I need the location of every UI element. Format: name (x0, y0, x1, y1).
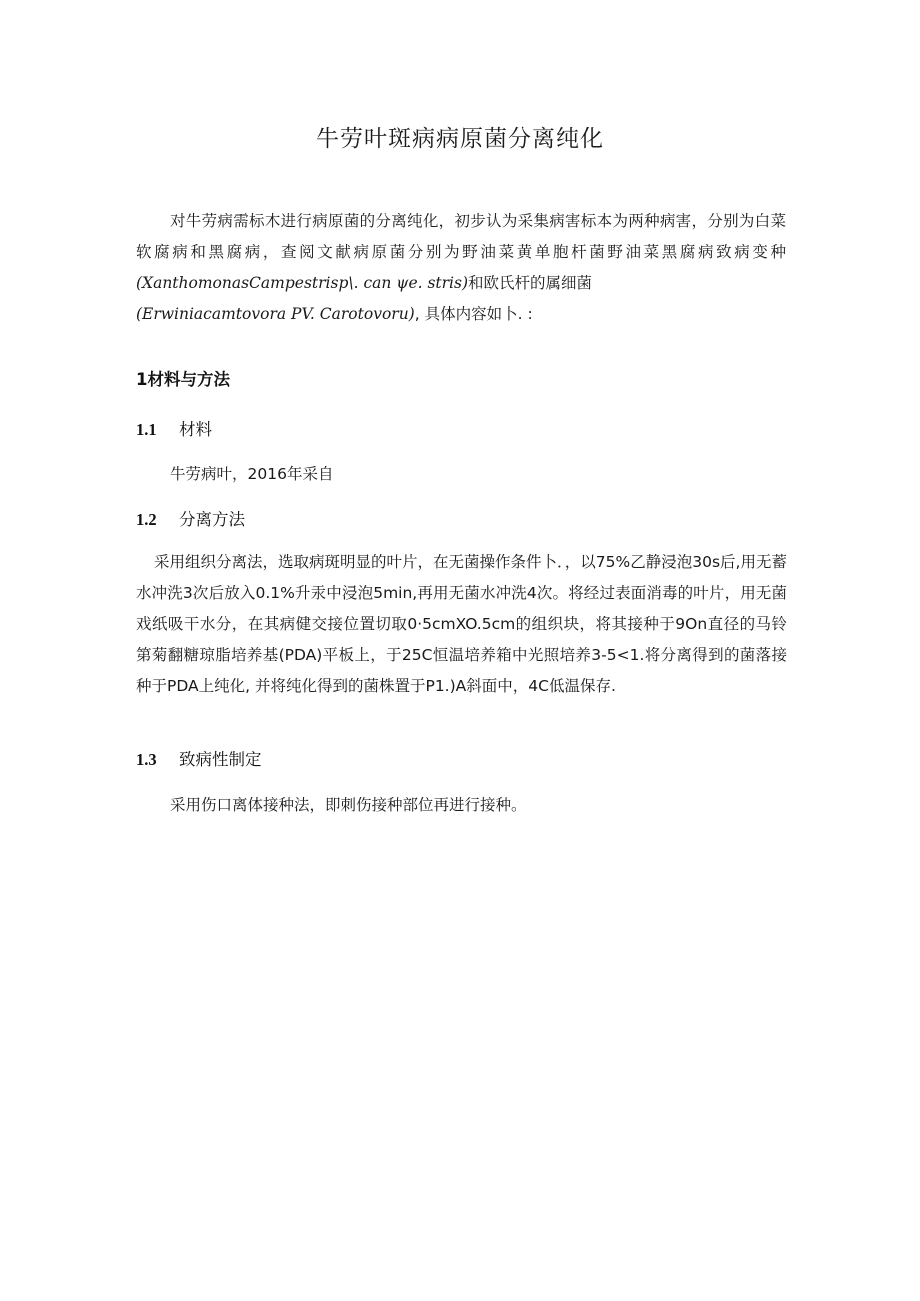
section-1-2-body: 采用组织分离法，选取病斑明显的叶片，在无菌操作条件卜．，以75%乙静浸泡30s后,用无蓄水冲洗3次后放入0.1%升汞中浸泡5min,再用无菌水冲洗4次。将经过表面消毒的叶片，用无菌戏纸吸干水分，在其病健交接位置切取0·5cmXO.5cm的组织块，将其接种于9On直径的马铃第菊翻糖琼脂培养基(PDA)平板上，于25C恒温培养箱中光照培养3-5<1.将分离得到的菌落接种于PDA上纯化, 并将纯化得到的菌株置于P1.)A斜面中，4C低温保存. (136, 553, 787, 695)
section-title: 材料 (179, 420, 212, 439)
section-heading-1: 1材料与方法 (136, 370, 230, 389)
intro-latin-name-b: (Erwiniacamtovora PV. Carotovoru) (136, 305, 415, 323)
section-number: 1.3 (136, 750, 157, 769)
intro-text-b: 和欧氏杆的属细菌 (468, 274, 593, 292)
section-heading-1-1 (136, 416, 212, 440)
section-number: 1.1 (136, 420, 157, 439)
section-1-1-body: 牛劳病叶，2016年采自 (170, 465, 334, 483)
page-title: 牛劳叶斑病病原菌分离纯化 (316, 126, 604, 152)
intro-latin-name-a: (XanthomonasCampestrisp\. can ψe. stris) (136, 274, 469, 292)
section-heading-1-3 (136, 746, 262, 770)
section-title: 分离方法 (179, 510, 245, 529)
section-number: 1.2 (136, 510, 157, 529)
intro-text-c: , 具体内容如卜. : (414, 305, 533, 323)
section-heading-1-2 (136, 506, 245, 530)
intro-text-a: 对牛劳病需标木进行病原菌的分离纯化，初步认为采集病害标本为两种病害，分别为白菜软腐病和黑腐病，查阅文献病原菌分别为野油菜黄单胞杆菌野油菜黑腐病致病变种 (136, 212, 786, 261)
section-1-3-body: 采用伤口离体接种法，即刺伤接种部位再进行接种。 (170, 796, 527, 814)
intro-paragraph (136, 206, 786, 330)
section-title: 致病性制定 (179, 750, 262, 769)
